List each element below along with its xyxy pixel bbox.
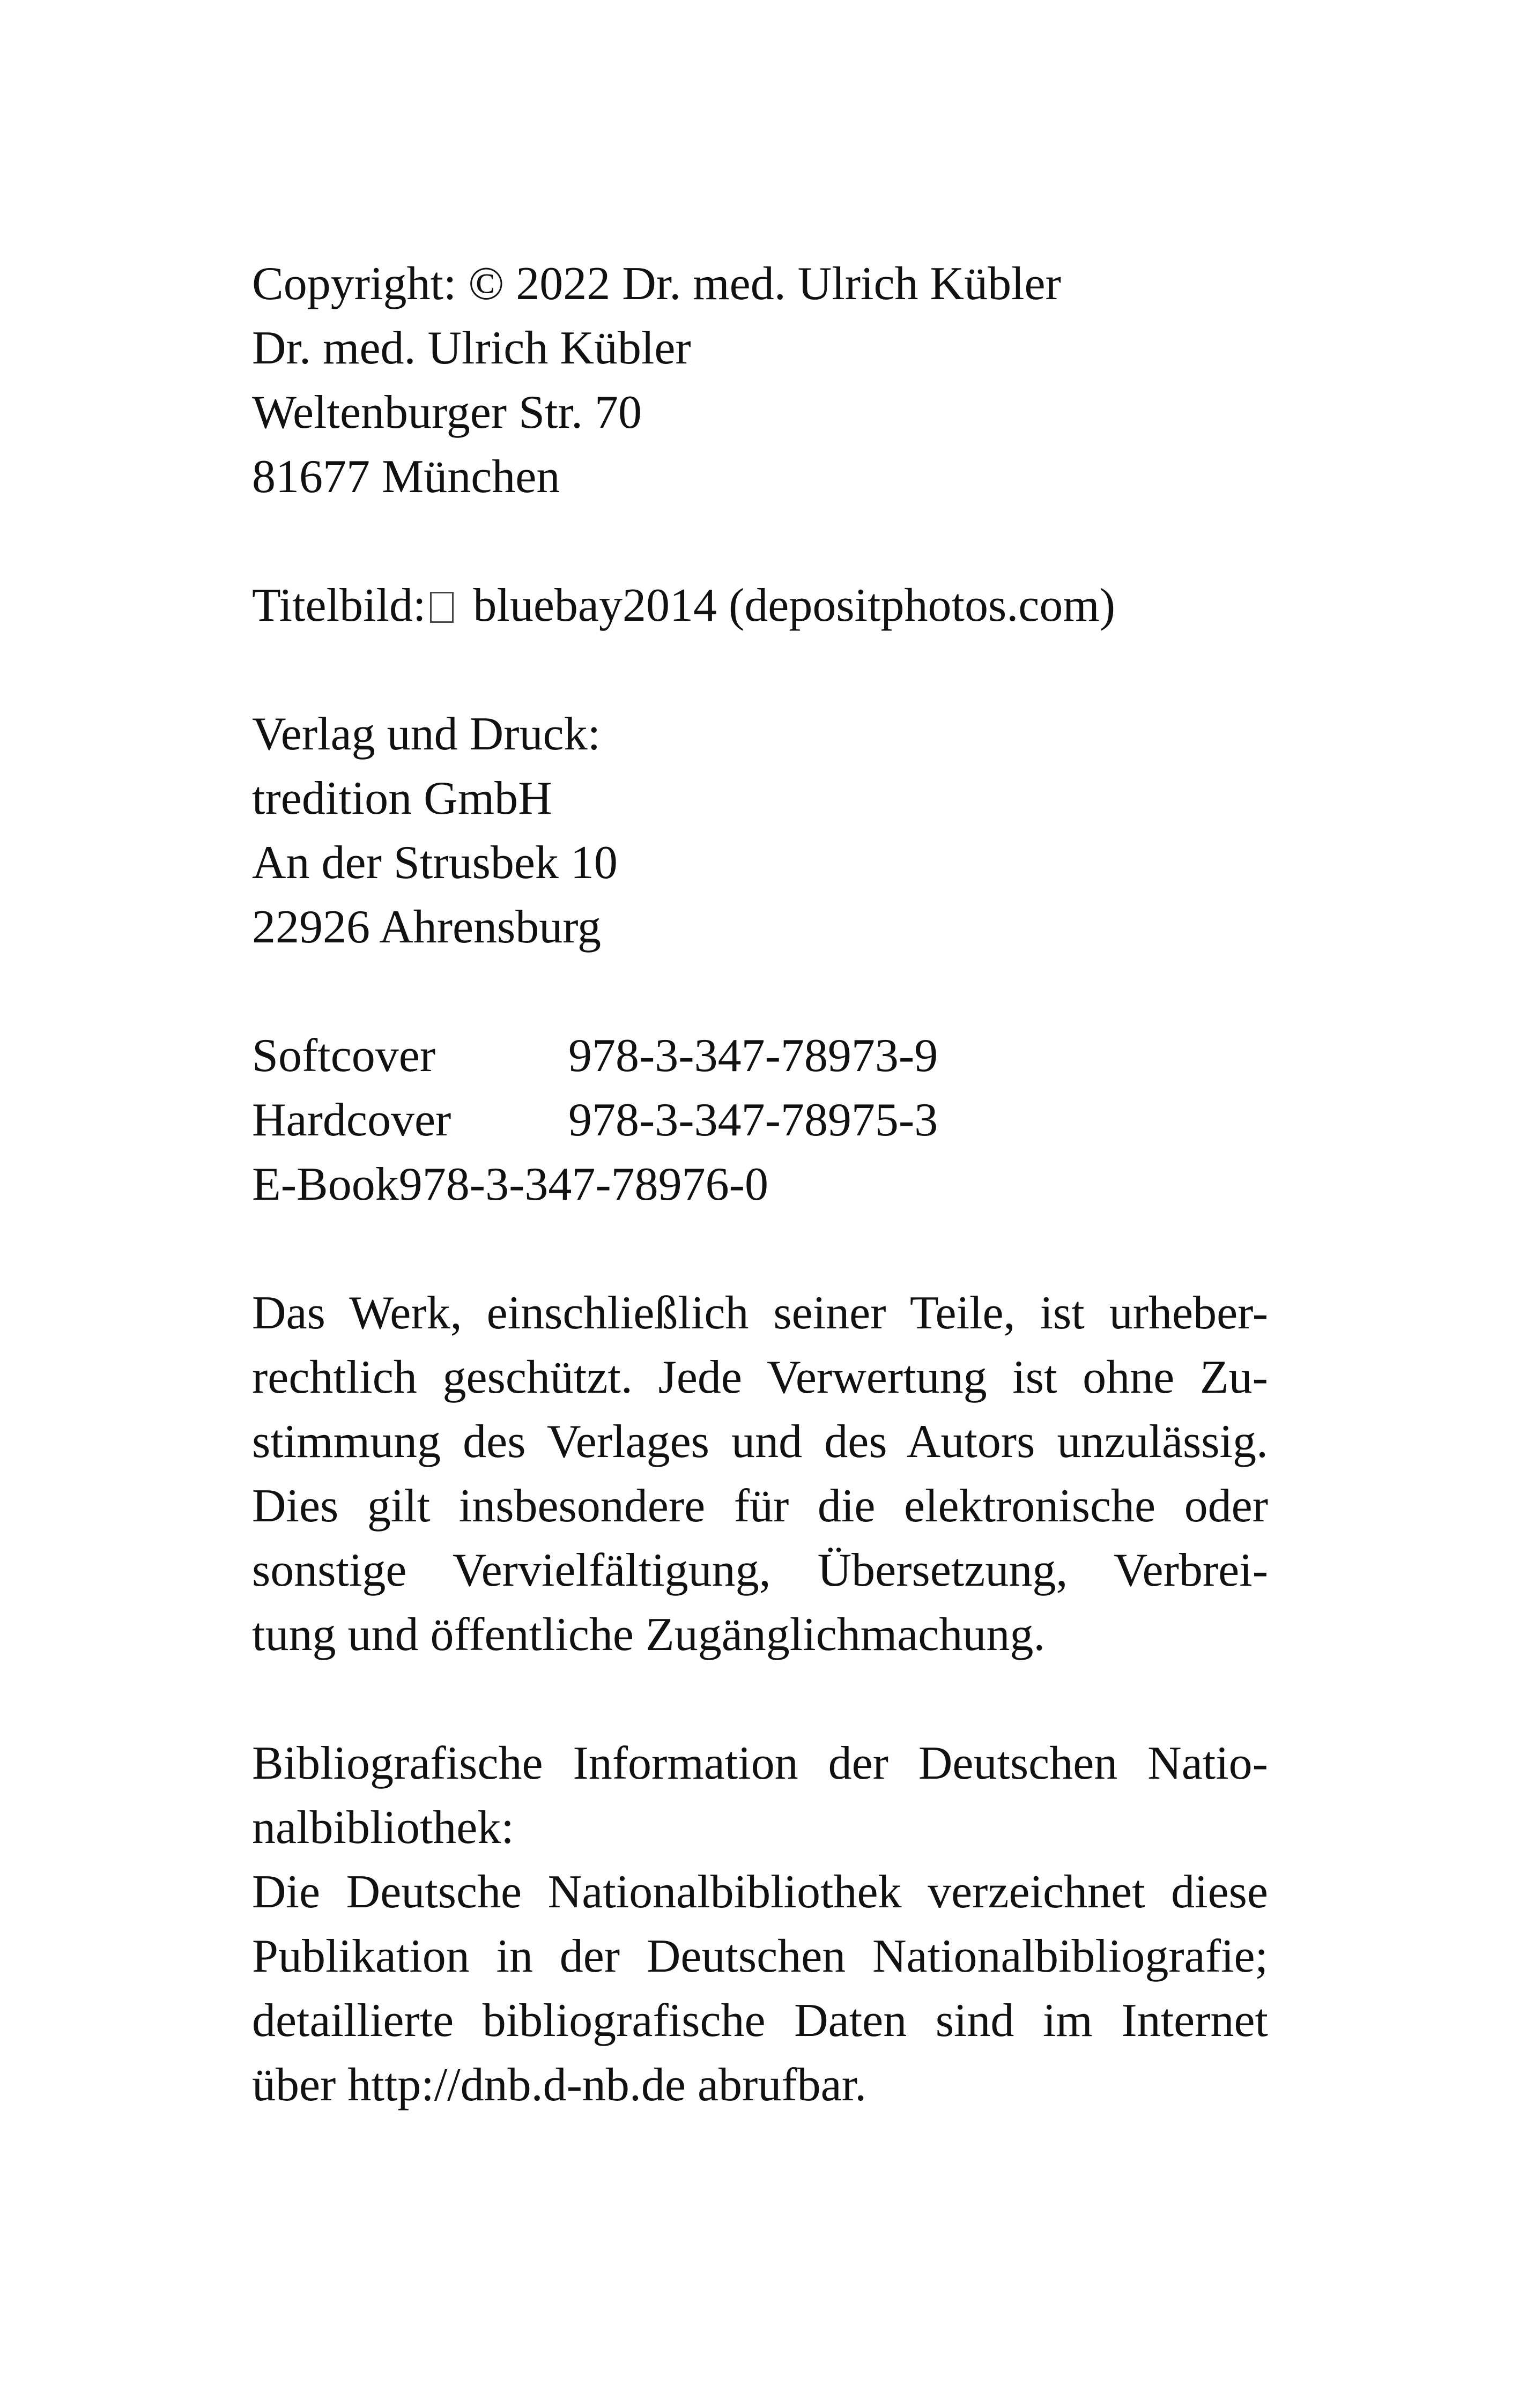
bibliographic-line: Die Deutsche Nationalbibliothek verzeichnet diese (252, 1866, 1268, 1918)
rights-line: sonstige Vervielfältigung, Übersetzung, Verbrei- (252, 1544, 1268, 1596)
cover-credit (252, 574, 1268, 638)
spacer (252, 638, 1268, 702)
isbn-label: Hardcover (252, 1094, 451, 1146)
spacer (252, 509, 1268, 574)
rights-line: tung und öffentliche Zugänglichmachung. (252, 1609, 1046, 1661)
rights-line: rechtlich geschützt. Jede Verwertung ist ohne Zu- (252, 1351, 1268, 1403)
spacer (252, 1217, 1268, 1281)
isbn-label: E-Book (252, 1158, 399, 1210)
bibliographic-info (252, 1731, 1268, 2117)
bibliographic-line: über http://dnb.d-nb.de abrufbar. (252, 2059, 867, 2111)
isbn-number: 978-3-347-78973-9 (568, 1030, 938, 1082)
author-name: Dr. med. Ulrich Kübler (252, 322, 691, 374)
imprint-page (252, 252, 1268, 2117)
publisher-name: tredition GmbH (252, 772, 552, 824)
cover-credit-text: bluebay2014 (depositphotos.com) (473, 579, 1116, 631)
cover-credit-label: Titelbild: (252, 579, 426, 631)
bibliographic-line: detaillierte bibliografische Daten sind im Internet (252, 1995, 1268, 2047)
isbn-row (252, 1088, 1268, 1153)
spacer (252, 960, 1268, 1024)
isbn-row (252, 1153, 1268, 1217)
publisher-street: An der Strusbek 10 (252, 837, 618, 889)
bibliographic-line: Publikation in der Deutschen Nationalbibliografie; (252, 1930, 1268, 1982)
isbn-row (252, 1024, 1268, 1088)
isbn-label: Softcover (252, 1030, 436, 1082)
copyright-block (252, 252, 1268, 509)
isbn-number: 978-3-347-78976-0 (398, 1158, 768, 1210)
author-street: Weltenburger Str. 70 (252, 387, 642, 439)
bibliographic-line: Bibliografische Information der Deutschen Natio- (252, 1737, 1268, 1789)
publisher-city: 22926 Ahrensburg (252, 901, 602, 953)
isbn-number: 978-3-347-78975-3 (568, 1094, 938, 1146)
rights-line: Dies gilt insbesondere für die elektronische oder (252, 1480, 1268, 1532)
isbn-list (252, 1024, 1268, 1217)
rights-line: Das Werk, einschließlich seiner Teile, ist urheber- (252, 1287, 1268, 1339)
missing-glyph-icon (430, 592, 454, 623)
publisher-heading: Verlag und Druck: (252, 708, 601, 760)
author-city: 81677 München (252, 451, 560, 503)
bibliographic-line: nalbibliothek: (252, 1802, 514, 1854)
publisher-block (252, 702, 1268, 960)
spacer (252, 1667, 1268, 1731)
copyright-line: Copyright: © 2022 Dr. med. Ulrich Kübler (252, 258, 1061, 310)
rights-line: stimmung des Verlages und des Autors unzulässig. (252, 1416, 1268, 1468)
rights-notice (252, 1281, 1268, 1667)
